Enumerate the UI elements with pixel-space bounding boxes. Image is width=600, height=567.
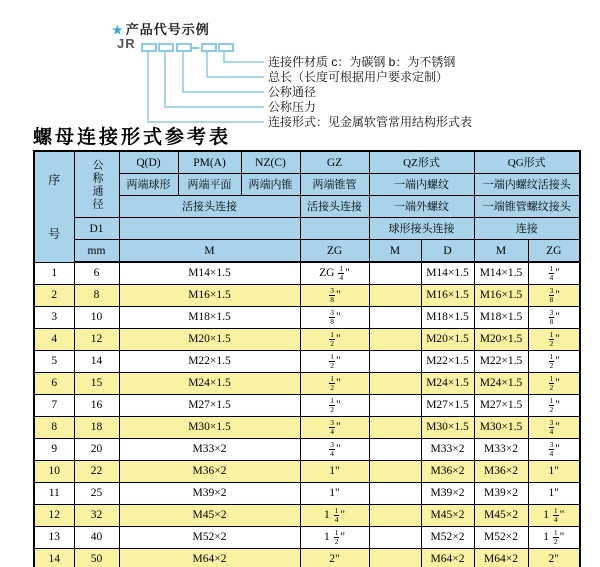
table-body: [34, 262, 580, 567]
cell-m: M36×2: [119, 461, 300, 483]
nut-connection-table: [33, 150, 581, 567]
cell-m: M18×1.5: [119, 307, 300, 329]
cell-qz-m: [369, 262, 421, 285]
cell-no: 3: [34, 307, 74, 329]
cell-no: 8: [34, 417, 74, 439]
table-title: 螺母连接形式参考表: [33, 127, 232, 148]
header-qg-type: 一端内螺纹活接头: [474, 174, 580, 196]
cell-gz: ZG $\frac{1}{4}$ ": [300, 262, 369, 285]
header-nzc-type: 两端内锥: [241, 174, 300, 196]
cell-qzd: M27×1.5: [421, 395, 474, 417]
header-qz-type: 一端内螺纹: [369, 174, 474, 196]
cell-qg-zg: $\frac{3}{8}$ ": [528, 307, 580, 329]
cell-qz-m: [369, 329, 421, 351]
header-ball-joint: 球形接头连接: [369, 218, 474, 240]
cell-no: 13: [34, 527, 74, 549]
cell-qz-m: [369, 285, 421, 307]
cell-qzd: M36×2: [421, 461, 474, 483]
cell-qz-m: [369, 417, 421, 439]
cell-qg-zg: $\frac{3}{4}$ ": [528, 439, 580, 461]
diagram-heading-text: 产品代号示例: [125, 22, 210, 37]
cell-dn: 32: [74, 505, 119, 527]
cell-qz-m: [369, 483, 421, 505]
cell-no: 12: [34, 505, 74, 527]
cell-dn: 18: [74, 417, 119, 439]
cell-m: M52×2: [119, 527, 300, 549]
cell-no: 9: [34, 439, 74, 461]
cell-m: M20×1.5: [119, 329, 300, 351]
code-box-1: [141, 43, 157, 52]
label-diameter: 公称通径: [268, 85, 317, 99]
cell-qz-m: [369, 439, 421, 461]
cell-qz-m: [369, 373, 421, 395]
cell-dn: 12: [74, 329, 119, 351]
cell-no: 7: [34, 395, 74, 417]
table-row: [34, 439, 580, 461]
cell-m: M64×2: [119, 549, 300, 567]
cell-no: 1: [34, 262, 74, 285]
cell-qz-m: [369, 461, 421, 483]
cell-qgm: M18×1.5: [474, 307, 528, 329]
table-row: [34, 262, 580, 285]
cell-gz: 1": [300, 483, 369, 505]
cell-qzd: M39×2: [421, 483, 474, 505]
cell-dn: 50: [74, 549, 119, 567]
cell-qgm: M30×1.5: [474, 417, 528, 439]
cell-gz: $\frac{1}{2}$ ": [300, 373, 369, 395]
table-row: [34, 307, 580, 329]
table-row: [34, 549, 580, 567]
code-box-2: [158, 43, 174, 52]
cell-dn: 10: [74, 307, 119, 329]
cell-qg-zg: 1 $\frac{1}{2}$ ": [528, 527, 580, 549]
table-row: [34, 395, 580, 417]
cell-qzd: M30×1.5: [421, 417, 474, 439]
header-union-conn-gz: 活接头连接: [300, 196, 369, 218]
cell-qg-zg: $\frac{3}{4}$ ": [528, 417, 580, 439]
header-zg-qg: ZG: [528, 240, 580, 263]
cell-dn: 40: [74, 527, 119, 549]
cell-dn: 20: [74, 439, 119, 461]
cell-qg-zg: $\frac{1}{2}$ ": [528, 373, 580, 395]
cell-qz-m: [369, 351, 421, 373]
cell-qgm: M20×1.5: [474, 329, 528, 351]
header-col-gz: GZ: [300, 151, 369, 174]
code-box-5: [218, 43, 234, 52]
cell-qgm: M16×1.5: [474, 285, 528, 307]
header-col-nzc: NZ(C): [241, 151, 300, 174]
cell-qzd: M18×1.5: [421, 307, 474, 329]
cell-qg-zg: 1 $\frac{1}{4}$ ": [528, 505, 580, 527]
cell-qgm: M36×2: [474, 461, 528, 483]
cell-gz: $\frac{3}{4}$ ": [300, 439, 369, 461]
header-col-qg: QG形式: [474, 151, 580, 174]
table-row: [34, 285, 580, 307]
cell-gz: 1 $\frac{1}{2}$ ": [300, 527, 369, 549]
header-qd-type: 两端球形: [119, 174, 178, 196]
table-row: [34, 483, 580, 505]
cell-qgm: M27×1.5: [474, 395, 528, 417]
cell-qg-zg: 1": [528, 461, 580, 483]
cell-qzd: M14×1.5: [421, 262, 474, 285]
cell-qg-zg: 1": [528, 483, 580, 505]
table-header: [34, 151, 580, 262]
cell-m: M33×2: [119, 439, 300, 461]
header-pma-type: 两端平面: [178, 174, 241, 196]
code-box-4: [201, 43, 217, 52]
table-row: [34, 329, 580, 351]
cell-qz-m: [369, 549, 421, 567]
cell-qzd: M64×2: [421, 549, 474, 567]
label-connection: 连接形式：见金属软管常用结构形式表: [268, 115, 473, 129]
cell-m: M16×1.5: [119, 285, 300, 307]
cell-qz-m: [369, 395, 421, 417]
cell-dn: 16: [74, 395, 119, 417]
label-length: 总长（长度可根据用户要求定制）: [268, 70, 449, 84]
cell-m: M45×2: [119, 505, 300, 527]
cell-qzd: M45×2: [421, 505, 474, 527]
cell-no: 5: [34, 351, 74, 373]
cell-qgm: M45×2: [474, 505, 528, 527]
cell-dn: 25: [74, 483, 119, 505]
star-icon: ★: [112, 23, 124, 37]
cell-qzd: M20×1.5: [421, 329, 474, 351]
cell-qg-zg: $\frac{1}{2}$ ": [528, 351, 580, 373]
header-col-qd: Q(D): [119, 151, 178, 174]
table-row: [34, 373, 580, 395]
cell-dn: 14: [74, 351, 119, 373]
header-connect: 连接: [474, 218, 580, 240]
cell-qgm: M64×2: [474, 549, 528, 567]
cell-qgm: M39×2: [474, 483, 528, 505]
header-blank-left: [119, 218, 300, 240]
cell-no: 14: [34, 549, 74, 567]
cell-qgm: M22×1.5: [474, 351, 528, 373]
cell-gz: $\frac{1}{2}$ ": [300, 329, 369, 351]
label-pressure: 公称压力: [268, 100, 317, 114]
xuhao-char-2: 号: [48, 226, 61, 241]
cell-qgm: M24×1.5: [474, 373, 528, 395]
code-prefix: JR: [117, 36, 136, 51]
header-qz-external: 一端外螺纹: [369, 196, 474, 218]
cell-qz-m: [369, 505, 421, 527]
cell-qzd: M16×1.5: [421, 285, 474, 307]
cell-dn: 8: [74, 285, 119, 307]
cell-gz: $\frac{3}{8}$ ": [300, 307, 369, 329]
header-col-pma: PM(A): [178, 151, 241, 174]
table-row: [34, 527, 580, 549]
header-mm: mm: [74, 240, 119, 263]
cell-m: M22×1.5: [119, 351, 300, 373]
cell-m: M39×2: [119, 483, 300, 505]
cell-gz: $\frac{3}{8}$ ": [300, 285, 369, 307]
header-tongjing: 公称通径: [74, 151, 119, 218]
cell-no: 6: [34, 373, 74, 395]
header-m-qg: M: [474, 240, 528, 263]
header-qg-taper: 一端锥管螺纹接头: [474, 196, 580, 218]
cell-gz: $\frac{1}{2}$ ": [300, 351, 369, 373]
xuhao-char-1: 序: [48, 173, 61, 187]
table-row: [34, 461, 580, 483]
cell-qgm: M14×1.5: [474, 262, 528, 285]
header-m-main: M: [119, 240, 300, 263]
cell-gz: $\frac{3}{4}$ ": [300, 417, 369, 439]
code-box-3: [176, 43, 192, 52]
cell-gz: $\frac{1}{2}$ ": [300, 395, 369, 417]
cell-no: 2: [34, 285, 74, 307]
cell-qg-zg: $\frac{1}{4}$ ": [528, 262, 580, 285]
cell-qg-zg: $\frac{1}{2}$ ": [528, 329, 580, 351]
cell-m: M14×1.5: [119, 262, 300, 285]
header-d1: D1: [74, 218, 119, 240]
cell-qzd: M52×2: [421, 527, 474, 549]
label-material: 连接件材质 c：为碳钢 b：为不锈钢: [268, 55, 456, 69]
cell-gz: 2": [300, 549, 369, 567]
cell-m: M30×1.5: [119, 417, 300, 439]
cell-qzd: M33×2: [421, 439, 474, 461]
cell-m: M24×1.5: [119, 373, 300, 395]
cell-qg-zg: 2": [528, 549, 580, 567]
header-m-qz: M: [369, 240, 421, 263]
header-d-qz: D: [421, 240, 474, 263]
cell-no: 10: [34, 461, 74, 483]
table-row: [34, 351, 580, 373]
table-row: [34, 417, 580, 439]
cell-qgm: M33×2: [474, 439, 528, 461]
cell-qz-m: [369, 527, 421, 549]
header-xuhao: [34, 151, 74, 262]
table-row: [34, 505, 580, 527]
cell-dn: 6: [74, 262, 119, 285]
cell-qz-m: [369, 307, 421, 329]
cell-qg-zg: $\frac{3}{8}$ ": [528, 285, 580, 307]
header-gz-type: 两端锥管: [300, 174, 369, 196]
cell-qzd: M24×1.5: [421, 373, 474, 395]
cell-gz: 1 $\frac{1}{4}$ ": [300, 505, 369, 527]
cell-dn: 15: [74, 373, 119, 395]
cell-gz: 1": [300, 461, 369, 483]
cell-qgm: M52×2: [474, 527, 528, 549]
header-zg-gz: ZG: [300, 240, 369, 263]
header-blank-gz: [300, 218, 369, 240]
cell-no: 4: [34, 329, 74, 351]
cell-m: M27×1.5: [119, 395, 300, 417]
cell-dn: 22: [74, 461, 119, 483]
cell-qzd: M22×1.5: [421, 351, 474, 373]
code-dash: [191, 47, 199, 49]
cell-qg-zg: $\frac{1}{2}$ ": [528, 395, 580, 417]
cell-no: 11: [34, 483, 74, 505]
header-col-qz: QZ形式: [369, 151, 474, 174]
header-union-conn-left: 活接头连接: [119, 196, 300, 218]
